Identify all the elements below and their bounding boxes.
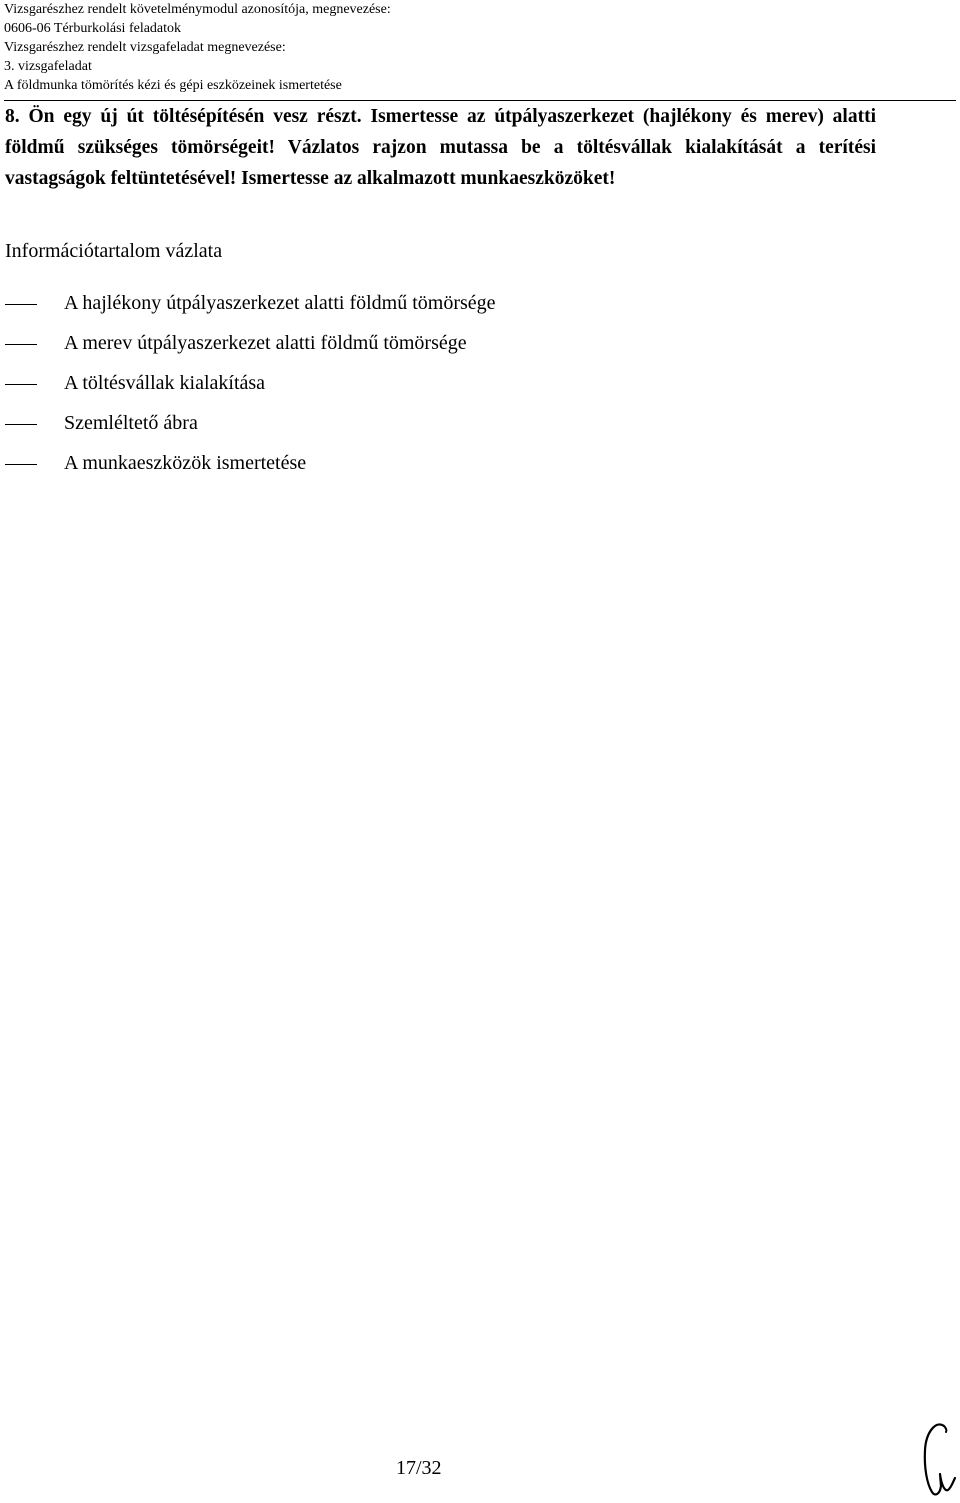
dash-bullet-icon [5,344,37,345]
header-task-number: 3. vizsgafeladat [4,59,92,74]
page-number: 17/32 [396,1457,442,1479]
outline-title: Információtartalom vázlata [5,240,223,262]
list-item-text: A töltésvállak kialakítása [64,372,266,394]
dash-bullet-icon [5,304,37,305]
list-item-text: Szemléltető ábra [64,412,198,434]
header-module-label: Vizsgarészhez rendelt követelménymodul azonosítója, megnevezése: [4,2,391,17]
dash-bullet-icon [5,384,37,385]
handwritten-signature-icon [918,1418,958,1500]
list-item-text: A hajlékony útpályaszerkezet alatti földmű tömörsége [64,292,496,314]
task-question: 8. Ön egy új út töltésépítésén vesz részt. Ismertesse az útpályaszerkezet (hajlékony és merev) alatti földmű szükséges tömörségeit! Vázlatos rajzon mutassa be a töltésvállak kialakítását a terítési vastagságok feltüntetésével! Ismertesse az alkalmazott munkaeszközöket! [5,106,876,189]
list-item-text: A munkaeszközök ismertetése [64,452,307,474]
dash-bullet-icon [5,464,37,465]
list-item-text: A merev útpályaszerkezet alatti földmű tömörsége [64,332,467,354]
dash-bullet-icon [5,424,37,425]
header-task-name: A földmunka tömörítés kézi és gépi eszközeinek ismertetése [4,78,342,93]
header-task-label: Vizsgarészhez rendelt vizsgafeladat megnevezése: [4,40,286,55]
document-header [4,0,956,101]
header-module-name: 0606-06 Térburkolási feladatok [4,21,182,36]
